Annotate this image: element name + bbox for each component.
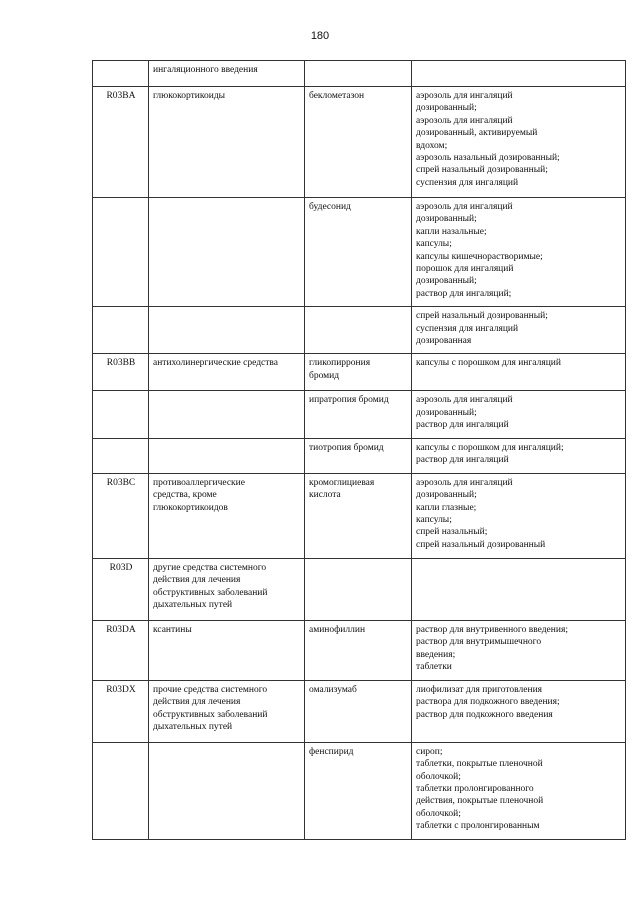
pharmacological-group-cell — [149, 354, 305, 391]
table-row — [93, 391, 626, 438]
active-substance-cell — [305, 354, 412, 391]
cell-text-line: раствор для ингаляций; — [416, 288, 512, 299]
cell-text: R03BC — [106, 477, 136, 488]
cell-text-line: дозированный; — [416, 407, 477, 418]
cell-text-line: капсулы кишечнорастворимые; — [416, 251, 543, 262]
cell-text-line: оболочкой; — [416, 771, 461, 782]
pharmacological-group-cell — [149, 473, 305, 558]
cell-text-line: спрей назальный дозированный; — [416, 165, 548, 176]
cell-text-line: аминофиллин — [309, 624, 366, 635]
cell-text: R03BB — [106, 358, 136, 369]
cell-text-line: ипратропия бромид — [309, 395, 389, 406]
cell-text-line: капли назальные; — [416, 226, 487, 237]
cell-text-line: дыхательных путей — [153, 599, 233, 610]
active-substance-cell — [305, 391, 412, 438]
cell-text-line: спрей назальный дозированный — [416, 539, 546, 550]
cell-text-line: кромоглициевая — [309, 477, 375, 488]
atc-code-cell — [93, 558, 149, 620]
cell-text-line: обструктивных заболеваний — [153, 709, 268, 720]
active-substance-cell — [305, 742, 412, 839]
pharmacological-group-cell — [149, 742, 305, 839]
cell-text: R03D — [109, 562, 133, 573]
dosage-forms-cell — [412, 87, 626, 198]
cell-text-line: спрей назальный дозированный; — [416, 311, 548, 322]
table-row — [93, 61, 626, 87]
dosage-forms-cell — [412, 473, 626, 558]
pharmacological-group-cell — [149, 198, 305, 307]
cell-text-line: другие средства системного — [153, 562, 267, 573]
cell-text-line: дозированный, активируемый — [416, 128, 538, 139]
cell-text-line: раствор для внутривенного введения; — [416, 624, 568, 635]
atc-code-cell — [93, 391, 149, 438]
cell-text-line: фенспирид — [309, 746, 354, 757]
cell-text: R03DX — [106, 684, 136, 695]
cell-text-line: аэрозоль назальный дозированный; — [416, 153, 560, 164]
table-row — [93, 558, 626, 620]
table-row — [93, 680, 626, 742]
cell-text-line: действия для лечения — [153, 575, 241, 586]
cell-text-line: противоаллергические — [153, 477, 245, 488]
cell-text-line: раствор для ингаляций — [416, 455, 509, 466]
cell-text-line: будесонид — [309, 202, 351, 212]
dosage-forms-cell — [412, 558, 626, 620]
page-number: 180 — [310, 30, 330, 42]
atc-code-cell — [93, 473, 149, 558]
cell-text-line: суспензия для ингаляций — [416, 177, 519, 188]
pharmacological-group-cell — [149, 680, 305, 742]
cell-text-line: глюкокортикоиды — [153, 91, 226, 101]
dosage-forms-cell — [412, 61, 626, 87]
cell-text: R03BA — [106, 91, 136, 101]
table-row — [93, 198, 626, 307]
atc-code-cell — [93, 61, 149, 87]
cell-text-line: аэрозоль для ингаляций — [416, 115, 513, 126]
atc-code-cell — [93, 354, 149, 391]
cell-text-line: раствор для ингаляций — [416, 420, 509, 431]
dosage-forms-cell — [412, 742, 626, 839]
cell-text-line: аэрозоль для ингаляций — [416, 202, 513, 212]
cell-text-line: капсулы с порошком для ингаляций; — [416, 442, 564, 453]
cell-text-line: беклометазон — [309, 91, 365, 101]
cell-text-line: дозированный; — [416, 490, 477, 501]
atc-code-cell — [93, 742, 149, 839]
dosage-forms-cell — [412, 354, 626, 391]
dosage-forms-cell — [412, 620, 626, 680]
cell-text-line: действия, покрытые пленочной — [416, 796, 544, 807]
cell-text-line: дозированный; — [416, 103, 477, 114]
cell-text-line: сироп; — [416, 746, 443, 757]
dosage-forms-cell — [412, 198, 626, 307]
cell-text: R03DA — [106, 624, 136, 635]
cell-text-line: капсулы; — [416, 514, 452, 525]
cell-text-line: порошок для ингаляций — [416, 264, 514, 275]
dosage-forms-cell — [412, 438, 626, 473]
dosage-forms-cell — [412, 307, 626, 354]
cell-text-line: дыхательных путей — [153, 721, 233, 732]
table-row — [93, 473, 626, 558]
drug-table — [92, 60, 626, 840]
pharmacological-group-cell — [149, 620, 305, 680]
cell-text-line: прочие средства системного — [153, 684, 268, 695]
cell-text-line: таблетки — [416, 661, 452, 672]
cell-text-line: таблетки с пролонгированным — [416, 821, 540, 832]
cell-text-line: аэрозоль для ингаляций — [416, 91, 513, 101]
cell-text-line: аэрозоль для ингаляций — [416, 395, 513, 406]
cell-text-line: аэрозоль для ингаляций — [416, 477, 513, 488]
cell-text-line: ксантины — [153, 624, 192, 635]
atc-code-cell — [93, 198, 149, 307]
cell-text-line: суспензия для ингаляций — [416, 323, 519, 334]
atc-code-cell — [93, 680, 149, 742]
table-row — [93, 438, 626, 473]
active-substance-cell — [305, 198, 412, 307]
cell-text-line: спрей назальный; — [416, 527, 488, 538]
pharmacological-group-cell — [149, 61, 305, 87]
dosage-forms-cell — [412, 391, 626, 438]
cell-text-line: капли глазные; — [416, 502, 477, 513]
table-row — [93, 307, 626, 354]
pharmacological-group-cell — [149, 307, 305, 354]
cell-text-line: действия для лечения — [153, 697, 241, 708]
cell-text-line: средства, кроме — [153, 490, 217, 501]
pharmacological-group-cell — [149, 87, 305, 198]
cell-text-line: обструктивных заболеваний — [153, 587, 268, 598]
active-substance-cell — [305, 61, 412, 87]
atc-code-cell — [93, 307, 149, 354]
table-row — [93, 620, 626, 680]
pharmacological-group-cell — [149, 558, 305, 620]
cell-text-line: лиофилизат для приготовления — [416, 684, 543, 695]
table-row — [93, 742, 626, 839]
pharmacological-group-cell — [149, 391, 305, 438]
atc-code-cell — [93, 87, 149, 198]
cell-text-line: таблетки, покрытые пленочной — [416, 759, 543, 770]
atc-code-cell — [93, 438, 149, 473]
active-substance-cell — [305, 680, 412, 742]
cell-text-line: вдохом; — [416, 140, 448, 151]
cell-text-line: оболочкой; — [416, 808, 461, 819]
active-substance-cell — [305, 473, 412, 558]
cell-text-line: дозированный; — [416, 214, 477, 225]
cell-text-line: тиотропия бромид — [309, 442, 384, 453]
table-row — [93, 354, 626, 391]
table-row — [93, 87, 626, 198]
cell-text-line: таблетки пролонгированного — [416, 783, 534, 794]
cell-text-line: дозированная — [416, 336, 472, 347]
cell-text-line: раствора для подкожного введения; — [416, 697, 560, 708]
table-body — [93, 61, 626, 840]
cell-text-line: введения; — [416, 649, 456, 660]
cell-text-line: раствор для подкожного введения — [416, 709, 553, 720]
cell-text-line: ингаляционного введения — [153, 65, 258, 75]
cell-text-line: капсулы с порошком для ингаляций — [416, 358, 561, 369]
cell-text-line: капсулы; — [416, 239, 452, 250]
active-substance-cell — [305, 307, 412, 354]
dosage-forms-cell — [412, 680, 626, 742]
active-substance-cell — [305, 438, 412, 473]
cell-text-line: гликопиррония — [309, 358, 371, 369]
cell-text-line: кислота — [309, 490, 341, 501]
cell-text-line: антихолинергические средства — [153, 358, 278, 369]
cell-text-line: бромид — [309, 370, 340, 381]
cell-text-line: омализумаб — [309, 684, 357, 695]
active-substance-cell — [305, 87, 412, 198]
pharmacological-group-cell — [149, 438, 305, 473]
cell-text-line: глюкокортикоидов — [153, 502, 228, 513]
atc-code-cell — [93, 620, 149, 680]
active-substance-cell — [305, 558, 412, 620]
active-substance-cell — [305, 620, 412, 680]
cell-text-line: дозированный; — [416, 276, 477, 287]
cell-text-line: раствор для внутримышечного — [416, 637, 542, 648]
